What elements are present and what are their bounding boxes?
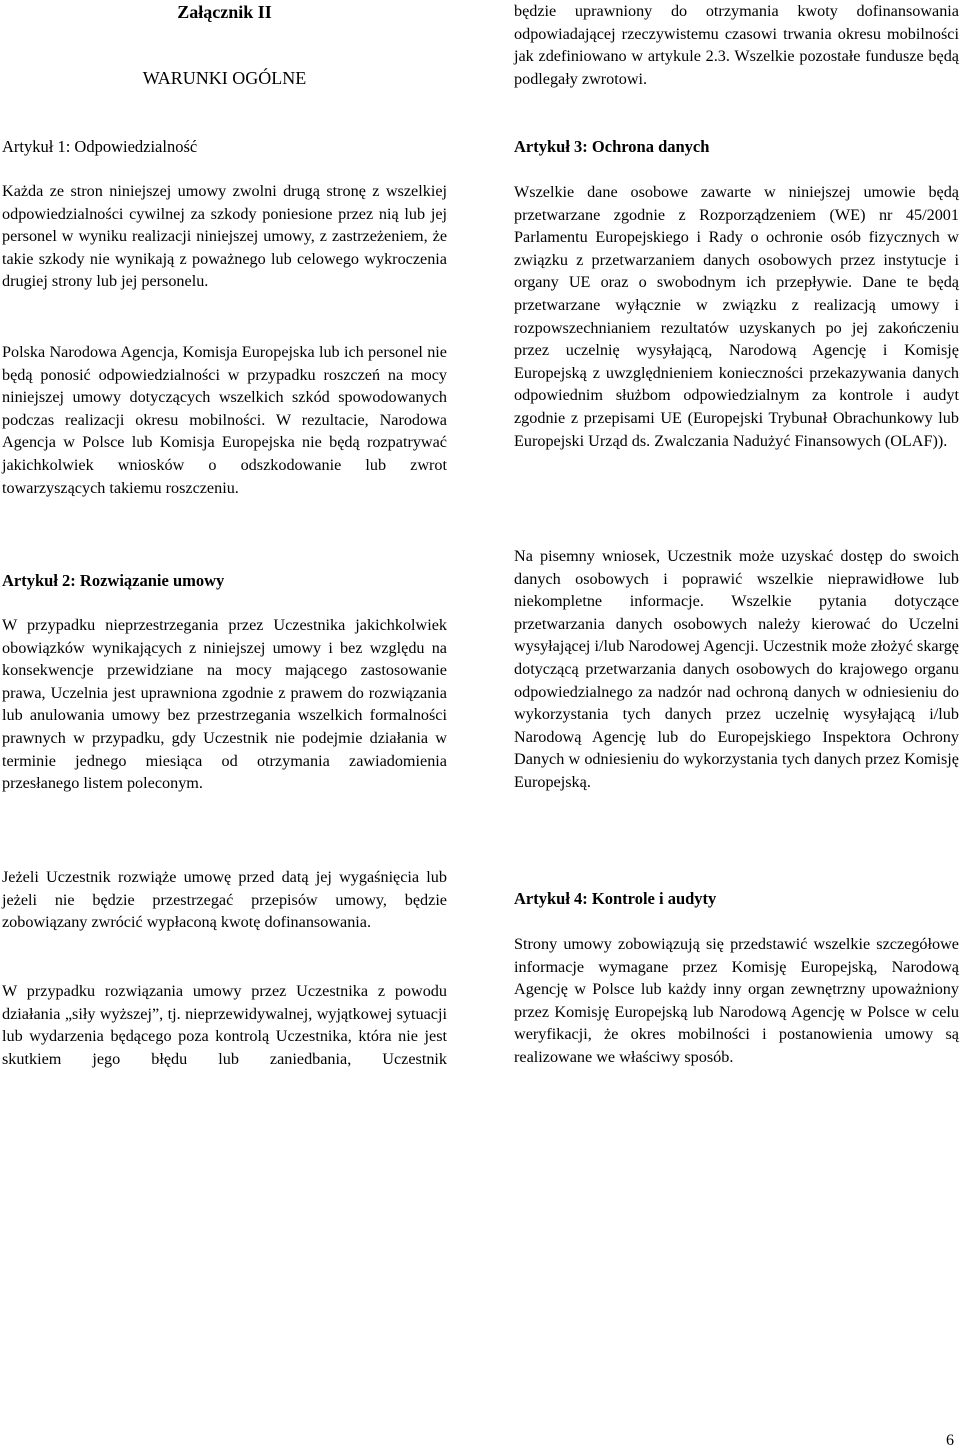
- article-1-paragraph-1: Każda ze stron niniejszej umowy zwolni drugą stronę z wszelkiej odpowiedzialności cywilnej za szkody poniesione przez nią lub jej personel w wyniku realizacji niniejszej umowy, z zastrzeżeniem, że takie szkody nie wynikają z poważnego lub celowego wykroczenia drugiej strony lub jej personelu.: [2, 182, 447, 291]
- annex-subtitle: WARUNKI OGÓLNE: [142, 68, 307, 88]
- article-3-paragraph-1: Wszelkie dane osobowe zawarte w niniejszej umowie będą przetwarzane zgodnie z Rozporządzeniem (WE) nr 45/2001 Parlamentu Europejskiego i Rady o ochronie osób fizycznych w związku z przetwarzaniem danych osobowych przez instytucje i organy UE oraz o swobodnym ich przepływie. Dane te będą przetwarzane wyłącznie w związku z realizacją umowy i rozpowszechnianiem rezultatów uzyskanych po jej zakończeniu przez uczelnię wysyłającą, Narodową Agencję i Komisję Europejską z uwzględnieniem konieczności przekazywania danych odpowiednim służbom odpowiedzialnym za kontrole i audyt zgodnie z przepisami UE (Europejski Trybunał Obrachunkowy lub Europejski Urząd ds. Zwalczania Nadużyć Finansowych (OLAF)).: [514, 183, 959, 450]
- article-2-paragraph-3: W przypadku rozwiązania umowy przez Uczestnika z powodu działania „siły wyższej”, tj. nieprzewidywalnej, wyjątkowej sytuacji lub wydarzenia będącego poza kontrolą Uczestnika, która nie jest skutkiem jego błędu lub zaniedbania, Uczestnik: [2, 982, 447, 1068]
- page-number: 6: [946, 1432, 954, 1449]
- article-1-heading: Artykuł 1: Odpowiedzialność: [2, 137, 198, 156]
- article-3-paragraph-2: Na pisemny wniosek, Uczestnik może uzyskać dostęp do swoich danych osobowych i poprawić wszelkie nieprawidłowe lub niekompletne informacje. Wszelkie pytania dotyczące przetwarzania danych osobowych należy kierować do Uczelni wysyłającej i/lub Narodowej Agencji. Uczestnik może złożyć skargę dotyczącą przetwarzania danych osobowych do krajowego organu odpowiedzialnego za nadzór nad ochroną danych w odniesieniu do wykorzystania tych danych przez uczelnię wysyłającą i/lub Narodową Agencję lub do Europejskiego Inspektora Ochrony Danych w odniesieniu do wykorzystania tych danych przez Komisję Europejską.: [514, 547, 959, 791]
- article-2-heading: Artykuł 2: Rozwiązanie umowy: [2, 571, 225, 590]
- article-3-heading: Artykuł 3: Ochrona danych: [514, 137, 710, 156]
- article-2-continuation: będzie uprawniony do otrzymania kwoty dofinansowania odpowiadającej rzeczywistemu czasowi trwania okresu mobilności jak zdefiniowano w artykule 2.3. Wszelkie pozostałe fundusze będą podlegały zwrotowi.: [514, 2, 959, 88]
- article-2-paragraph-2: Jeżeli Uczestnik rozwiąże umowę przed datą jej wygaśnięcia lub jeżeli nie będzie przestrzegać przepisów umowy, będzie zobowiązany zwrócić wypłaconą kwotę dofinansowania.: [2, 868, 447, 932]
- article-4-paragraph-1: Strony umowy zobowiązują się przedstawić wszelkie szczegółowe informacje wymagane przez Komisję Europejską, Narodową Agencję w Polsce lub każdy inny organ zewnętrzny upoważniony przez Komisję Europejską lub Narodową Agencję w Polsce w celu weryfikacji, że okres mobilności i postanowienia umowy są realizowane we właściwy sposób.: [514, 935, 959, 1066]
- article-1-paragraph-2: Polska Narodowa Agencja, Komisja Europejska lub ich personel nie będą ponosić odpowiedzialności w przypadku roszczeń na mocy niniejszej umowy dotyczących wszelkich szkód spowodowanych podczas realizacji okresu mobilności. W rezultacie, Narodowa Agencja w Polsce lub Komisja Europejska nie będą rozpatrywać jakichkolwiek wniosków o odszkodowanie lub zwrot towarzyszących takiemu roszczeniu.: [2, 343, 447, 497]
- annex-title: Załącznik II: [177, 2, 272, 22]
- article-2-paragraph-1: W przypadku nieprzestrzegania przez Uczestnika jakichkolwiek obowiązków wynikających z niniejszej umowy i bez względu na konsekwencje przewidziane na mocy mającego zastosowanie prawa, Uczelnia jest uprawniona zgodnie z prawem do rozwiązania lub anulowania umowy bez przestrzegania wszelkich formalności prawnych w przypadku, gdy Uczestnik nie podejmie działania w terminie jednego miesiąca od otrzymania zawiadomienia przesłanego listem poleconym.: [2, 616, 447, 793]
- article-4-heading: Artykuł 4: Kontrole i audyty: [514, 889, 717, 908]
